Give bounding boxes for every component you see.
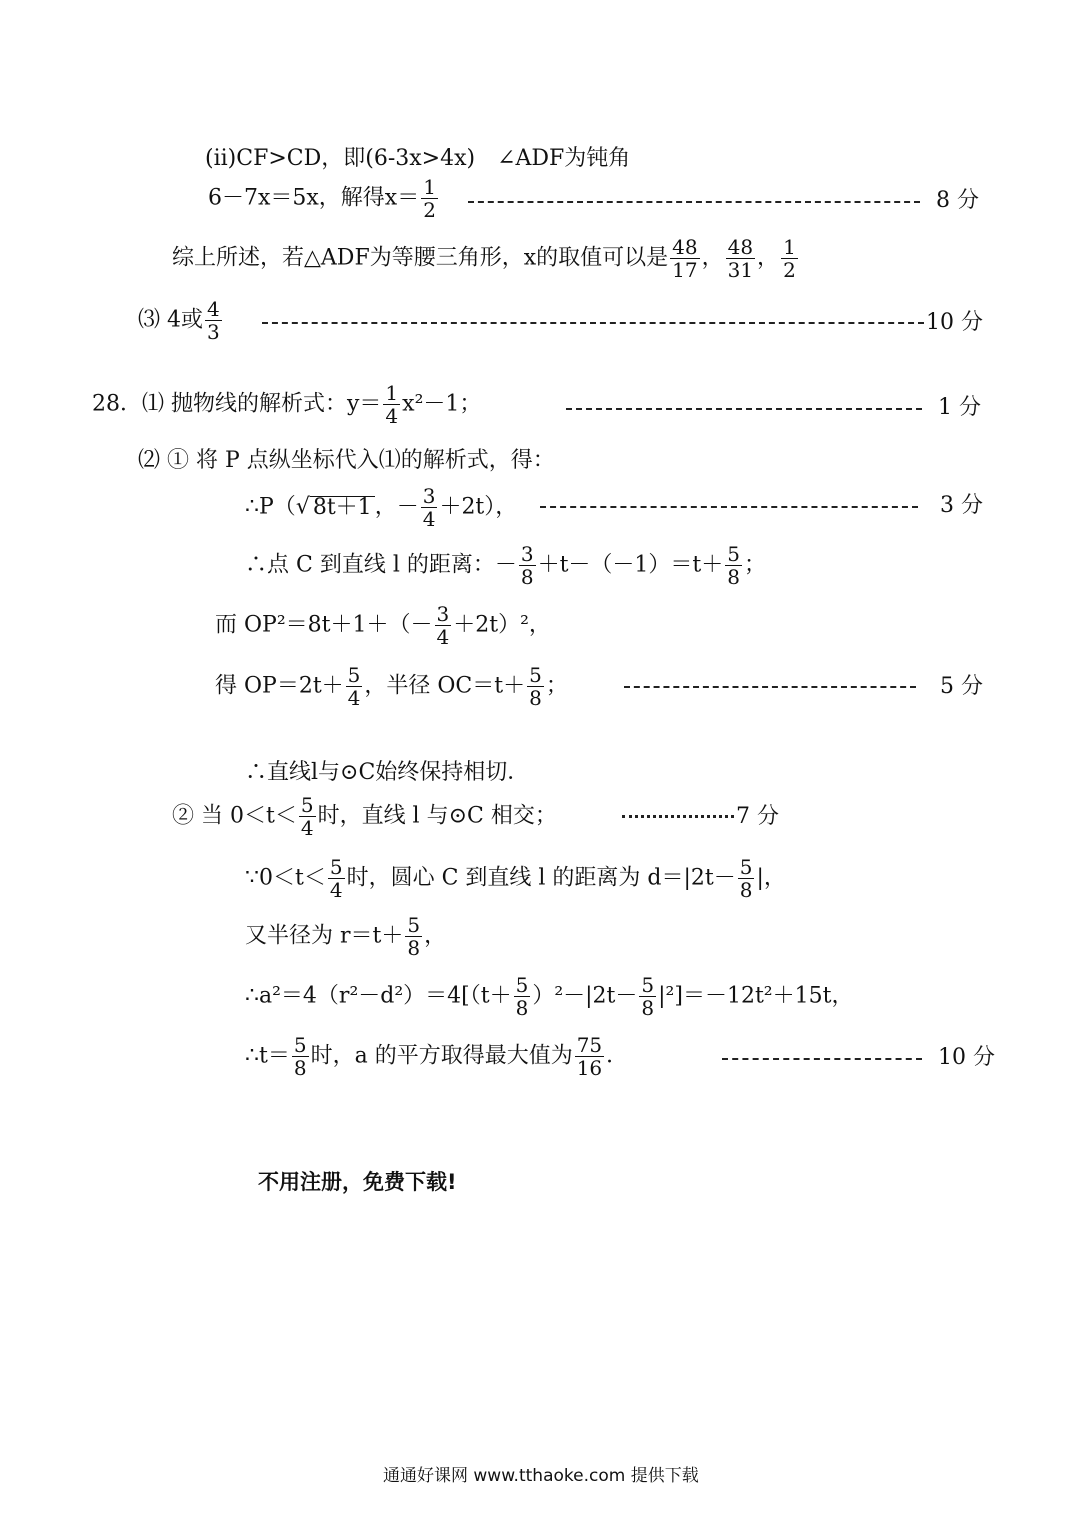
numerator: 5 — [727, 542, 740, 566]
score-leader — [468, 201, 920, 203]
denominator: 2 — [423, 198, 436, 222]
denominator: 16 — [576, 1056, 603, 1080]
score-leader — [722, 1058, 922, 1060]
text: ＋t－（－1）＝t＋ — [537, 552, 724, 578]
numerator: 5 — [407, 913, 421, 937]
denominator: 4 — [347, 686, 361, 710]
text: ∴a²＝4（r²－d²）＝4[（t＋ — [245, 983, 512, 1009]
fraction — [639, 974, 656, 1019]
score-label: 1 分 — [938, 395, 981, 420]
text: 6－7x＝5x，解得x＝ — [208, 185, 420, 211]
text: 时，直线 l 与⊙C 相交； — [317, 803, 557, 829]
fraction — [726, 236, 755, 281]
score-label: 8 分 — [936, 188, 979, 213]
solution-line-case-ii: (ⅱ)CF>CD，即(6-3x>4x) ∠ADF为钝角 — [205, 146, 631, 171]
denominator: 4 — [385, 404, 399, 428]
numerator: 4 — [207, 297, 220, 321]
fraction — [346, 664, 363, 709]
text: ∴t＝ — [245, 1043, 290, 1069]
numerator: 5 — [329, 855, 343, 879]
denominator: 8 — [739, 878, 753, 902]
denominator: 2 — [783, 258, 796, 282]
score-label: 10 分 — [938, 1045, 995, 1070]
intersect-condition — [172, 794, 557, 839]
page-footer: 通通好课网 www.tthaoke.com 提供下载 — [383, 1466, 699, 1486]
fraction — [292, 1034, 309, 1079]
text: 时，a 的平方取得最大值为 — [310, 1043, 573, 1069]
text: x²－1； — [402, 391, 482, 417]
score-label: 10 分 — [926, 310, 983, 335]
score-leader — [262, 322, 924, 324]
text: ∴点 C 到直线 l 的距离：－ — [245, 552, 517, 578]
download-note: 不用注册，免费下载! — [258, 1170, 457, 1194]
fraction — [405, 914, 422, 959]
numerator: 5 — [515, 973, 529, 997]
denominator: 8 — [515, 996, 529, 1020]
fraction — [299, 794, 316, 839]
text: ，半径 OC＝t＋ — [364, 673, 526, 699]
numerator: 48 — [727, 235, 754, 259]
text: 又半径为 r＝t＋ — [245, 923, 404, 949]
denominator: 4 — [329, 878, 343, 902]
denominator: 8 — [641, 996, 655, 1020]
fraction — [328, 856, 345, 901]
denominator: 3 — [207, 320, 220, 344]
numerator: 5 — [300, 793, 314, 817]
text: ． — [606, 1043, 629, 1069]
numerator: 75 — [576, 1033, 603, 1057]
text: 28．⑴ 抛物线的解析式：y＝ — [92, 391, 382, 417]
sqrt-radicand: 8t＋1 — [310, 496, 375, 519]
denominator: 8 — [407, 936, 421, 960]
text: ＋2t）²， — [453, 612, 551, 638]
score-label: 5 分 — [940, 674, 983, 699]
denominator: 4 — [422, 507, 436, 531]
text: 综上所述，若△ADF为等腰三角形，x的取值可以是 — [172, 245, 669, 271]
point-p-coordinates: ∴P（√ 8t＋1 ，－ $\frac{3}{4}$ ＋2t）， — [245, 484, 518, 531]
denominator: 17 — [672, 258, 698, 282]
solution-line-equation-1 — [208, 176, 440, 221]
fraction — [527, 664, 544, 709]
question-28-part-2-intro: ⑵ ① 将 P 点纵坐标代入⑴的解析式，得： — [138, 448, 555, 473]
score-leader — [624, 686, 916, 688]
maximum-value — [245, 1034, 628, 1079]
fraction — [670, 236, 699, 281]
fraction — [575, 1034, 604, 1079]
fraction — [514, 974, 531, 1019]
text: |²]＝－12t²＋15t， — [658, 983, 854, 1009]
text: ∴P（ — [245, 494, 296, 520]
numerator: 3 — [520, 542, 534, 566]
score-leader — [622, 815, 734, 818]
text: 时，圆心 C 到直线 l 的距离为 d＝|2t－ — [346, 865, 736, 891]
denominator: 4 — [300, 816, 314, 840]
numerator: 3 — [436, 602, 450, 626]
text: ； — [545, 673, 568, 699]
op-squared — [215, 603, 551, 648]
score-leader — [566, 408, 922, 410]
text: ⑶ 4或 — [138, 307, 203, 333]
numerator: 1 — [385, 381, 399, 405]
fraction — [725, 543, 742, 588]
denominator: 8 — [727, 565, 740, 589]
text: 而 OP²＝8t＋1＋（－ — [215, 612, 433, 638]
text: ）²－|2t－ — [532, 983, 638, 1009]
numerator: 3 — [422, 484, 436, 508]
fraction — [519, 543, 536, 588]
fraction — [205, 298, 222, 343]
text: ＋2t）， — [439, 494, 518, 520]
fraction — [421, 485, 438, 530]
numerator: 5 — [347, 663, 361, 687]
tangent-conclusion: ∴直线l与⊙C始终保持相切． — [245, 760, 530, 785]
numerator: 1 — [783, 235, 796, 259]
numerator: 5 — [529, 663, 542, 687]
text: ，－ — [374, 494, 419, 520]
denominator: 8 — [529, 686, 542, 710]
score-label: 7 分 — [736, 804, 779, 829]
distance-c-to-line — [245, 543, 766, 588]
numerator: 5 — [293, 1033, 307, 1057]
denominator: 8 — [520, 565, 534, 589]
denominator: 8 — [293, 1056, 307, 1080]
solution-line-part-3 — [138, 298, 224, 343]
text: |， — [756, 865, 786, 891]
text: ； — [744, 552, 767, 578]
chord-squared — [245, 974, 853, 1019]
radius-r — [245, 914, 446, 959]
numerator: 5 — [739, 855, 753, 879]
question-28-part-1 — [92, 382, 481, 427]
text: ， — [424, 923, 447, 949]
text: ② 当 0＜t＜ — [172, 803, 297, 829]
score-leader — [540, 506, 918, 508]
numerator: 5 — [641, 973, 655, 997]
distance-d — [245, 856, 786, 901]
fraction — [781, 236, 798, 281]
denominator: 31 — [727, 258, 754, 282]
numerator: 48 — [672, 235, 698, 259]
denominator: 4 — [436, 625, 450, 649]
text: 得 OP＝2t＋ — [215, 673, 344, 699]
solution-line-summary: 综上所述，若△ADF为等腰三角形，x的取值可以是 $\frac{48}{17}$ ， $\frac{48}{31}$ ， $\frac{1}{2}$ — [172, 235, 796, 282]
score-label: 3 分 — [940, 493, 983, 518]
fraction — [738, 856, 755, 901]
fraction — [383, 382, 400, 427]
fraction — [421, 176, 438, 221]
numerator: 1 — [423, 175, 436, 199]
op-radius — [215, 664, 568, 709]
text: ∵0＜t＜ — [245, 865, 326, 891]
fraction — [435, 603, 452, 648]
